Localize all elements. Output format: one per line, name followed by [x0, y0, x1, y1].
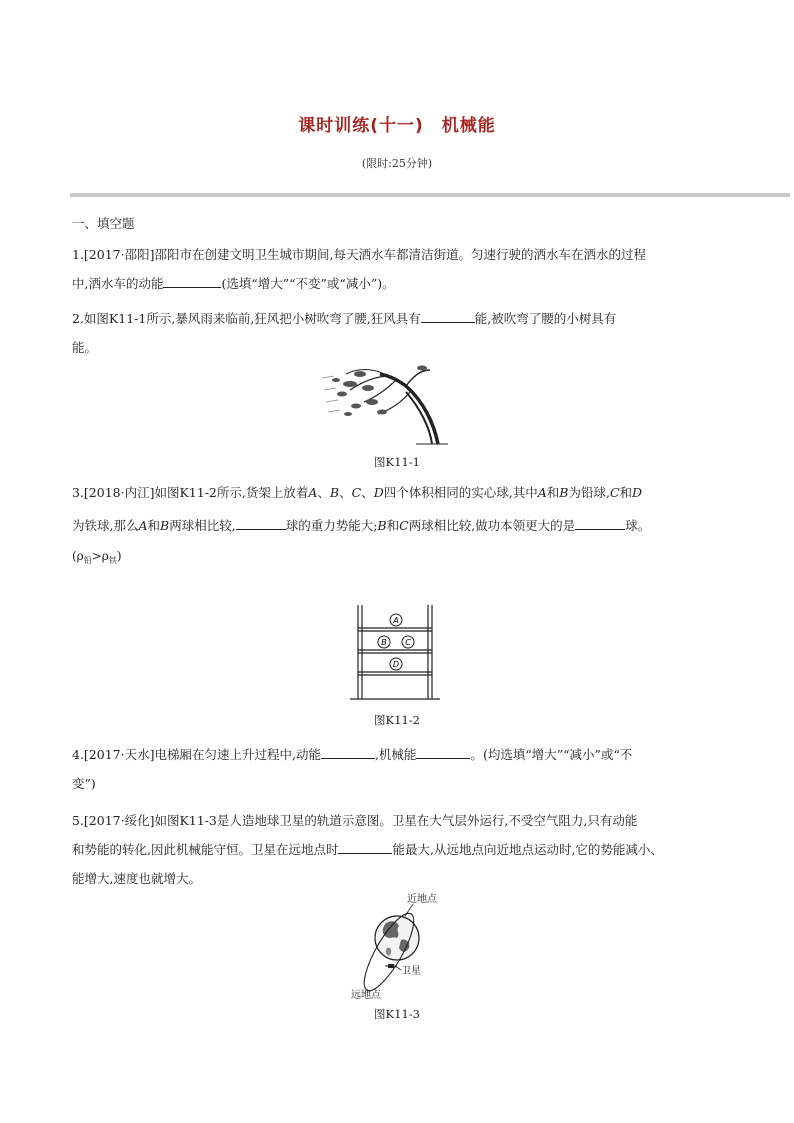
q2-text-a: 2.如图K11-1所示,暴风雨来临前,狂风把小树吹弯了腰,狂风具有	[72, 311, 421, 326]
ball-label-b: B	[329, 485, 340, 500]
q3-text-g: 两球相比较,做功本领更大的是	[408, 518, 576, 533]
ball-c-label: C	[405, 638, 411, 647]
q3-and: 和	[619, 485, 633, 500]
q3-line-1	[72, 481, 642, 505]
figure-satellite-orbit	[345, 890, 455, 1002]
q2-text-b: 能,被吹弯了腰的小树具有	[474, 311, 617, 326]
q3-text-a: 3.[2018·内江]如图K11-2所示,货架上放着	[72, 485, 309, 500]
q3-text-b: 四个体积相同的实心球,其中	[383, 485, 538, 500]
figure-2-caption: 图K11-2	[374, 713, 420, 727]
q3-density-note	[72, 544, 122, 573]
q5-line-3: 能增大,速度也就增大。	[72, 871, 201, 886]
q1-text-a: 中,洒水车的动能	[72, 276, 164, 291]
q4-text-a: 4.[2017·天水]电梯厢在匀速上升过程中,动能	[72, 747, 321, 762]
ball-b-label: B	[381, 638, 387, 647]
apogee-label: 远地点	[351, 990, 381, 1001]
q5-answer-blank[interactable]	[338, 839, 392, 854]
figure-1-caption: 图K11-1	[374, 455, 420, 469]
iron-subscript: 铁	[108, 556, 117, 565]
q4-answer-blank-1[interactable]	[321, 744, 375, 759]
figure-3-caption: 图K11-3	[374, 1007, 420, 1021]
figure-bent-tree	[320, 362, 450, 446]
ball-label-c: C	[609, 485, 620, 500]
ball-label-b: B	[559, 485, 569, 500]
q4-answer-blank-2[interactable]	[416, 744, 470, 759]
q3-text-d: 为铁球,那么	[72, 518, 139, 533]
ball-d	[390, 658, 402, 670]
q3-text-c: 为铅球,	[568, 485, 610, 500]
rho-symbol: (ρ	[72, 549, 84, 563]
q3-text-f: 球的重力势能大;	[285, 518, 378, 533]
q2-answer-blank[interactable]	[421, 308, 475, 323]
q3-sep-1: 、	[317, 485, 330, 500]
ball-a-label: A	[393, 616, 399, 625]
q2-line-1	[72, 307, 616, 331]
q3-answer-blank-1[interactable]	[236, 515, 286, 530]
q3-and: 和	[147, 518, 161, 533]
section-heading: 一、填空题	[72, 216, 135, 231]
q5-line-2	[72, 838, 663, 862]
ball-label-b: B	[377, 518, 387, 533]
ball-a	[390, 614, 402, 626]
perigee-label: 近地点	[407, 894, 437, 905]
ball-label-a: A	[308, 485, 318, 500]
ball-c	[402, 636, 414, 648]
q3-and: 和	[546, 485, 560, 500]
page-title: 课时训练(十一) 机械能	[298, 116, 496, 136]
header-divider	[70, 193, 790, 197]
ball-label-b: B	[160, 518, 170, 533]
q4-text-b: ,机械能	[374, 747, 417, 762]
q3-and: 和	[386, 518, 400, 533]
q3-text-e: 两球相比较,	[169, 518, 236, 533]
time-limit: (限时:25分钟)	[361, 157, 433, 170]
ball-label-a: A	[537, 485, 547, 500]
q5-text-b: 能最大,从远地点向近地点运动时,它的势能减小、	[392, 842, 663, 857]
satellite-label: 卫星	[401, 966, 421, 977]
q4-text-c: 。(均选填“增大”“减小”或“不	[470, 747, 633, 762]
q3-line-2	[72, 514, 650, 538]
ball-label-d: D	[373, 485, 384, 500]
ball-d-label: D	[392, 660, 400, 669]
q2-line-2: 能。	[72, 340, 98, 355]
q3-text-h: 球。	[625, 518, 651, 533]
q3-sep-2: 、	[339, 485, 352, 500]
q4-line-1	[72, 743, 632, 767]
q4-line-2: 变”)	[72, 776, 96, 791]
q3-answer-blank-2[interactable]	[575, 515, 625, 530]
ball-label-d: D	[632, 485, 643, 500]
q1-answer-blank[interactable]	[163, 273, 221, 288]
lead-subscript: 铅	[83, 556, 92, 565]
q3-sep-3: 、	[361, 485, 374, 500]
close-paren: )	[116, 549, 122, 563]
q5-text-a: 和势能的转化,因此机械能守恒。卫星在远地点时	[72, 842, 339, 857]
greater-than-rho: >ρ	[91, 549, 109, 563]
ball-label-a: A	[138, 518, 148, 533]
q1-line-1: 1.[2017·邵阳]邵阳市在创建文明卫生城市期间,每天洒水车都清洁街道。匀速行驶的洒水车在洒水的过程	[72, 247, 646, 262]
q1-line-2	[72, 272, 395, 296]
figure-shelf	[350, 603, 440, 703]
ball-label-c: C	[399, 518, 409, 533]
ball-label-c: C	[351, 485, 362, 500]
q1-text-b: (选填“增大”“不变”或“减小”)。	[221, 276, 395, 291]
ball-b	[378, 636, 390, 648]
q5-line-1: 5.[2017·绥化]如图K11-3是人造地球卫星的轨道示意图。卫星在大气层外运行,不受空气阻力,只有动能	[72, 813, 638, 828]
